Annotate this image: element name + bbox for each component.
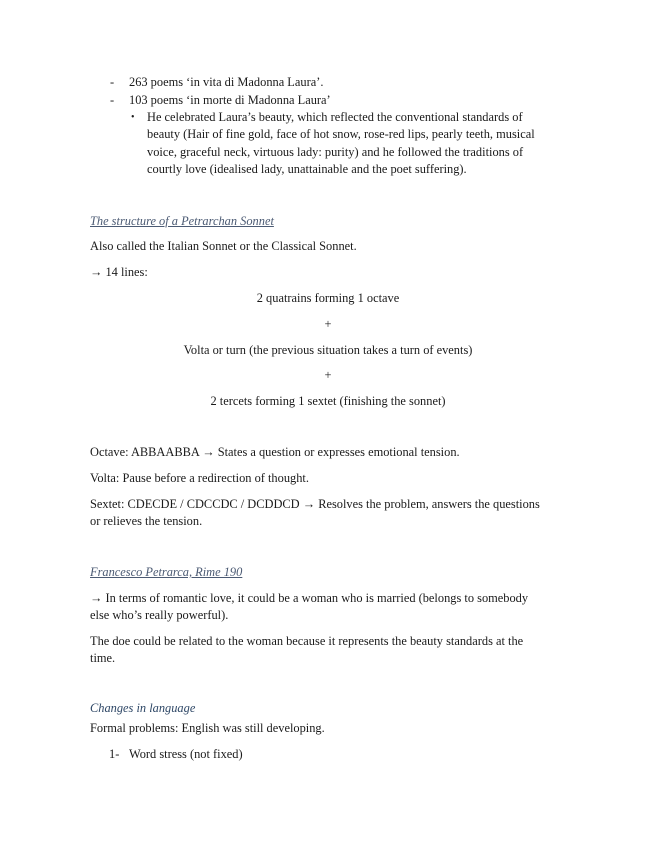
paragraph-doe: The doe could be related to the woman because it represents the beauty standards at the: [90, 634, 524, 648]
paragraph-romantic-love: → In terms of romantic love, it could be a woman who is married (belongs to somebody: [90, 591, 529, 605]
centered-plus: +: [324, 368, 332, 382]
centered-line: 2 tercets forming 1 sextet (finishing the sonnet): [210, 394, 446, 408]
paragraph-octave: Octave: ABBAABBA → States a question or expresses emotional tension.: [90, 445, 460, 459]
numbered-item-word-stress: Word stress (not fixed): [129, 747, 243, 761]
centered-line: 2 quatrains forming 1 octave: [256, 291, 400, 305]
numbered-marker: 1-: [109, 747, 120, 761]
list-dash: -: [110, 93, 115, 107]
centered-line: Volta or turn (the previous situation takes a turn of events): [183, 343, 473, 357]
paragraph-volta: Volta: Pause before a redirection of thought.: [90, 471, 309, 485]
section-heading-changes-in-language: Changes in language: [90, 701, 196, 715]
subbullet-line: voice, graceful neck, virtuous lady: purity) and he followed the traditions of: [147, 145, 524, 159]
section-heading-rime-190: Francesco Petrarca, Rime 190: [90, 565, 243, 579]
list-item-in-vita: 263 poems ‘in vita di Madonna Laura’.: [129, 75, 324, 89]
centered-plus: +: [324, 317, 332, 331]
list-item-in-morte: 103 poems ‘in morte di Madonna Laura’: [129, 93, 331, 107]
subbullet-line: He celebrated Laura’s beauty, which reflected the conventional standards of: [147, 110, 523, 124]
paragraph-doe: time.: [90, 651, 116, 665]
paragraph-sextet: Sextet: CDECDE / CDCCDC / DCDDCD → Resolves the problem, answers the questions: [90, 497, 540, 511]
paragraph-14-lines: → 14 lines:: [90, 265, 148, 279]
paragraph-romantic-love: else who’s really powerful).: [90, 608, 229, 622]
subbullet-line: beauty (Hair of fine gold, face of hot snow, rose-red lips, pearly teeth, musical: [147, 127, 535, 141]
list-dash: -: [110, 75, 115, 89]
paragraph-formal-problems: Formal problems: English was still developing.: [90, 721, 325, 735]
bullet-icon: •: [131, 112, 135, 123]
subbullet-line: courtly love (idealised lady, unattainable and the poet suffering).: [147, 162, 467, 176]
paragraph-sextet: or relieves the tension.: [90, 514, 203, 528]
paragraph-intro: Also called the Italian Sonnet or the Classical Sonnet.: [90, 239, 357, 253]
section-heading-petrarchan-sonnet: The structure of a Petrarchan Sonnet: [90, 214, 274, 228]
